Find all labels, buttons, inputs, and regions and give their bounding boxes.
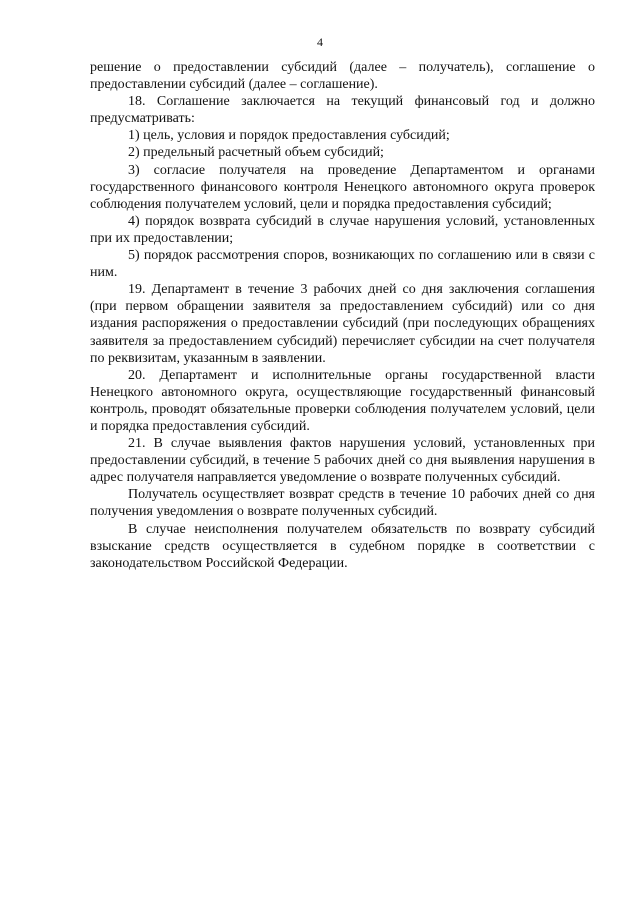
paragraph-21: 21. В случае выявления фактов нарушения условий, установленных при предоставлении субсидий, в течение 5 рабочих дней со дня выявления нарушения в адрес получателя направляется уведомление о возврате полученных субсидий. (90, 436, 595, 486)
paragraph-refund: Получатель осуществляет возврат средств в течение 10 рабочих дней со дня получения уведомления о возврате полученных субсидий. (90, 487, 595, 520)
paragraph-19: 19. Департамент в течение 3 рабочих дней со дня заключения соглашения (при первом обращении заявителя за предоставлением субсидий) или со дня издания распоряжения о предоставлении субсидий (при последующих обращениях заявителя за предоставлением субсидий) перечисляет субсидии на счет получателя по реквизитам, указанным в заявлении. (90, 282, 595, 366)
list-item-1: 1) цель, условия и порядок предоставления субсидий; (128, 128, 450, 144)
page-number: 4 (317, 35, 323, 49)
paragraph-18: 18. Соглашение заключается на текущий финансовый год и должно предусматривать: (90, 94, 595, 127)
list-item-4: 4) порядок возврата субсидий в случае нарушения условий, установленных при их предоставлении; (90, 213, 595, 246)
list-item-3: 3) согласие получателя на проведение Департаментом и органами государственного финансового контроля Ненецкого автономного округа проверок соблюдения получателем условий, цели и порядка предоставления субсидий; (90, 162, 595, 212)
list-item-2: 2) предельный расчетный объем субсидий; (128, 145, 384, 161)
document-body (90, 59, 595, 572)
paragraph-enforcement: В случае неисполнения получателем обязательств по возврату субсидий взыскание средств осуществляется в судебном порядке в соответствии с законодательством Российской Федерации. (90, 521, 595, 571)
paragraph-continuation: решение о предоставлении субсидий (далее – получатель), соглашение о предоставлении субсидий (далее – соглашение). (90, 60, 595, 93)
paragraph-20: 20. Департамент и исполнительные органы государственной власти Ненецкого автономного округа, осуществляющие государственный финансовый контроль, проводят обязательные проверки соблюдения получателем условий, цели и порядка предоставления субсидий. (90, 367, 595, 434)
list-item-5: 5) порядок рассмотрения споров, возникающих по соглашению или в связи с ним. (90, 248, 595, 281)
